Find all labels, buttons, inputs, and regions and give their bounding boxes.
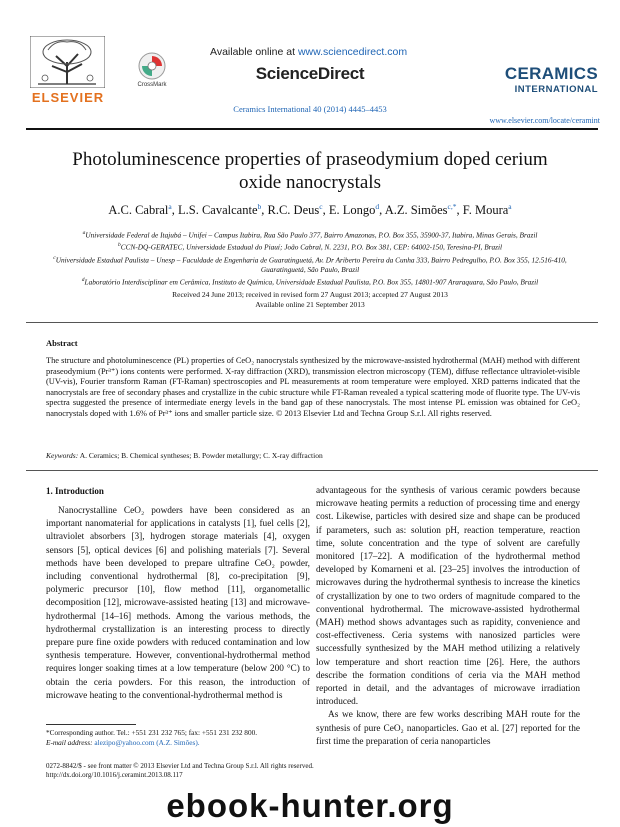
section-heading-introduction: 1. Introduction xyxy=(46,486,104,496)
keywords-label: Keywords: xyxy=(46,451,79,460)
abstract-body xyxy=(46,356,580,420)
author: A.Z. Simões xyxy=(384,203,448,218)
keywords-list: A. Ceramics; B. Chemical syntheses; B. Powder metallurgy; C. X-ray diffraction xyxy=(79,451,323,460)
intro-right-column xyxy=(316,485,580,749)
affiliation-text: Universidade Estadual Paulista – Unesp – Faculdade de Engenharia de Guaratinguetá, Av. Dr Ariberto Pereira da Cunha 333, Bairro Pedregulho, P.O. Box 355, 12.516-410, Guaratinguetá, São Paulo, Brazil xyxy=(55,255,567,275)
received-dates: Received 24 June 2013; received in revised form 27 August 2013; accepted 27 August 2013 xyxy=(172,290,448,299)
intro-left-column: Nanocrystalline CeO₂ powders have been considered as an important nanomaterial for applications in catalysts [1], fuel cells [2], ultraviolet absorbers [3], hydrogen storage materials [4], oxygen sensors [5], optical devices [6] and polishing materials [7]. Several methods have been developed to prepare ultrafine CeO₂ powder, including conventional hydrothermal [8], co-precipitation [9], polymeric precursor [10], flow method [11], organometallic decomposition [12], microwave-assisted heating [13] and microwave-hydrothermal [14–16] methods. Among the various methods, the hydrothermal crystallization is an interesting process to directly prepare pure fine oxide powders with reduced contamination and low synthesis temperature. However, conventional-hydrothermal method requires longer soaking times at a low temperature (below 200 °C) to obtain the ceria powders. For this reason, the introduction of microwave heating to the conventional-hydrothermal method is xyxy=(46,506,310,701)
journal-homepage-link[interactable]: www.elsevier.com/locate/ceramint xyxy=(489,116,600,125)
crossmark-icon[interactable] xyxy=(138,52,166,80)
email-label: E-mail address: xyxy=(46,737,95,747)
journal-brand-title: CERAMICS xyxy=(504,64,598,83)
author: E. Longo xyxy=(328,203,376,218)
crossmark-label: CrossMark xyxy=(137,82,167,88)
article-title xyxy=(40,148,580,194)
title-line-1: Photoluminescence properties of praseodymium doped cerium xyxy=(72,149,548,170)
title-line-2: oxide nanocrystals xyxy=(239,172,381,193)
footnote-contact: *Corresponding author. Tel.: +551 231 232 765; fax: +551 231 232 800. xyxy=(46,728,258,737)
available-online xyxy=(210,46,407,58)
affiliation xyxy=(40,275,580,287)
affiliation-marker: d xyxy=(81,277,85,284)
journal-citation[interactable]: Ceramics International 40 (2014) 4445–4453 xyxy=(233,104,387,114)
journal-brand-subtitle: INTERNATIONAL xyxy=(514,84,598,95)
affiliation-text: CCN-DQ-GERATEC, Universidade Estadual do Piauí; João Cabral, N. 2231, P.O. Box 381, CEP: 64002-150, Teresina-PI, Brazil xyxy=(120,242,503,252)
author-affil-link[interactable]: c xyxy=(319,202,323,211)
author: F. Moura xyxy=(462,203,509,218)
affiliation xyxy=(40,253,580,275)
intro-paragraph: advantageous for the synthesis of various ceramic powders because microwave heating permits a reduction of processing time and energy cost. Likewise, particles with desired size and shape can be produced if parameters, such as: solution pH, reaction temperature, reaction time, solute concentration and the type of solvent are carefully monitored [17–22]. A modification of the hydrothermal method developed by Komarneni et al. [23–25] involves the introduction of microwaves during the hydrothermal synthesis to increase the kinetics of crystallization by one to two orders of magnitude compared to the conventional hydrothermal. The microwave-assisted hydrothermal (MAH) method shows advantages such as rapidity, convenience and cost-effectiveness. Ceria systems with nanosized particles were successfully synthesized by the MAH method utilizing a relatively low temperature and short reaction time [26]. Here, the authors describe the formation conditions of ceria via the MAH method reported in detail, and the advantages of microwave irradiation introduced. xyxy=(316,486,580,708)
author-affil-link[interactable]: c,* xyxy=(447,202,457,211)
affiliation-text: Laboratório Interdisciplinar em Cerâmica, Instituto de Química, Universidade Estadual Paulista, P.O. Box 355, 14801-907 Araraquara, São Paulo, Brazil xyxy=(84,277,539,287)
affiliation-marker: c xyxy=(53,254,56,261)
author: R.C. Deus xyxy=(267,203,320,218)
sciencedirect-logo: ScienceDirect xyxy=(255,64,365,83)
footnote-email-line xyxy=(46,738,310,748)
affiliation xyxy=(40,240,580,252)
abstract-bottom-divider xyxy=(26,470,598,471)
corresponding-author-footnote xyxy=(46,728,310,747)
affiliations xyxy=(40,228,580,288)
author-affil-link[interactable]: a xyxy=(508,202,512,211)
affiliation-marker: a xyxy=(82,230,86,236)
watermark: ebook-hunter.org xyxy=(166,787,454,824)
article-dates xyxy=(40,290,580,310)
abstract-top-divider xyxy=(26,322,598,323)
footnote-divider xyxy=(46,724,136,725)
author: L.S. Cavalcante xyxy=(178,203,258,218)
abstract-copyright: © 2013 Elsevier Ltd and Techna Group S.r.l. All rights reserved. xyxy=(275,408,492,418)
elsevier-tree-logo xyxy=(30,36,105,88)
available-date: Available online 21 September 2013 xyxy=(255,300,365,309)
author-affil-link[interactable]: d xyxy=(375,202,380,211)
sciencedirect-link[interactable]: www.sciencedirect.com xyxy=(297,46,408,58)
page-footer xyxy=(46,762,446,780)
doi-link[interactable]: http://dx.doi.org/10.1016/j.ceramint.2013.08.117 xyxy=(46,771,183,779)
email-link[interactable]: alezipo@yahoo.com (A.Z. Simões). xyxy=(94,737,200,747)
author-affil-link[interactable]: b xyxy=(257,202,262,211)
author-affil-link[interactable]: a xyxy=(168,202,172,211)
affiliation-text: Universidade Federal de Itajubá – Unifei – Campus Itabira, Rua São Paulo 377, Bairro Amazonas, P.O. Box 355, 35900-37, Itabira, Minas Gerais, Brazil xyxy=(85,230,538,240)
intro-paragraph: As we know, there are few works describing MAH route for the synthesis of pure CeO₂ nanoparticles. Gao et al. [27] reported for the first time the preparation of ceria nanoparticles xyxy=(316,710,580,747)
footer-copyright: 0272-8842/$ - see front matter © 2013 Elsevier Ltd and Techna Group S.r.l. All rights reserved. xyxy=(46,762,314,770)
elsevier-wordmark: ELSEVIER xyxy=(31,90,105,105)
affiliation-marker: b xyxy=(117,242,121,249)
author: A.C. Cabral xyxy=(108,203,169,218)
author-list: A.C. Cabral$^a$, L.S. Cavalcante$^b$, R.C. Deus$^c$, E. Longo$^d$, A.Z. Simões$^{c,*}$, F. Moura$^a$ xyxy=(108,202,512,218)
available-prefix: Available online at xyxy=(210,46,298,58)
abstract-text: The structure and photoluminescence (PL) properties of CeO₂ nanocrystals synthesized by the microwave-assisted hydrothermal (MAH) method with different praseodymium (Pr³⁺) ions contents were performed. X-ray diffraction (XRD), transmission electron microscopy (TEM), diffuse reflectance ultraviolet-visible (UV-vis), Fourier transform Raman (FT-Raman) spectroscopies and PL measurements at room temperature were employed. XRD patterns indicated that the nanocrystals are free of secondary phases and crystallize in the cubic structure while FT-Raman revealed a typical scattering mode of fluorite type. The UV-vis spectra suggested the presence of intermediate energy levels in the band gap of these nanocrystals. The most intense PL emission was obtained for CeO₂ nanocrystals doped with 1.6% of Pr³⁺ ions and smaller particle size. xyxy=(46,356,580,418)
abstract-heading: Abstract xyxy=(46,338,78,348)
keywords xyxy=(46,451,580,460)
affiliation xyxy=(40,228,580,240)
header-divider xyxy=(26,128,598,130)
